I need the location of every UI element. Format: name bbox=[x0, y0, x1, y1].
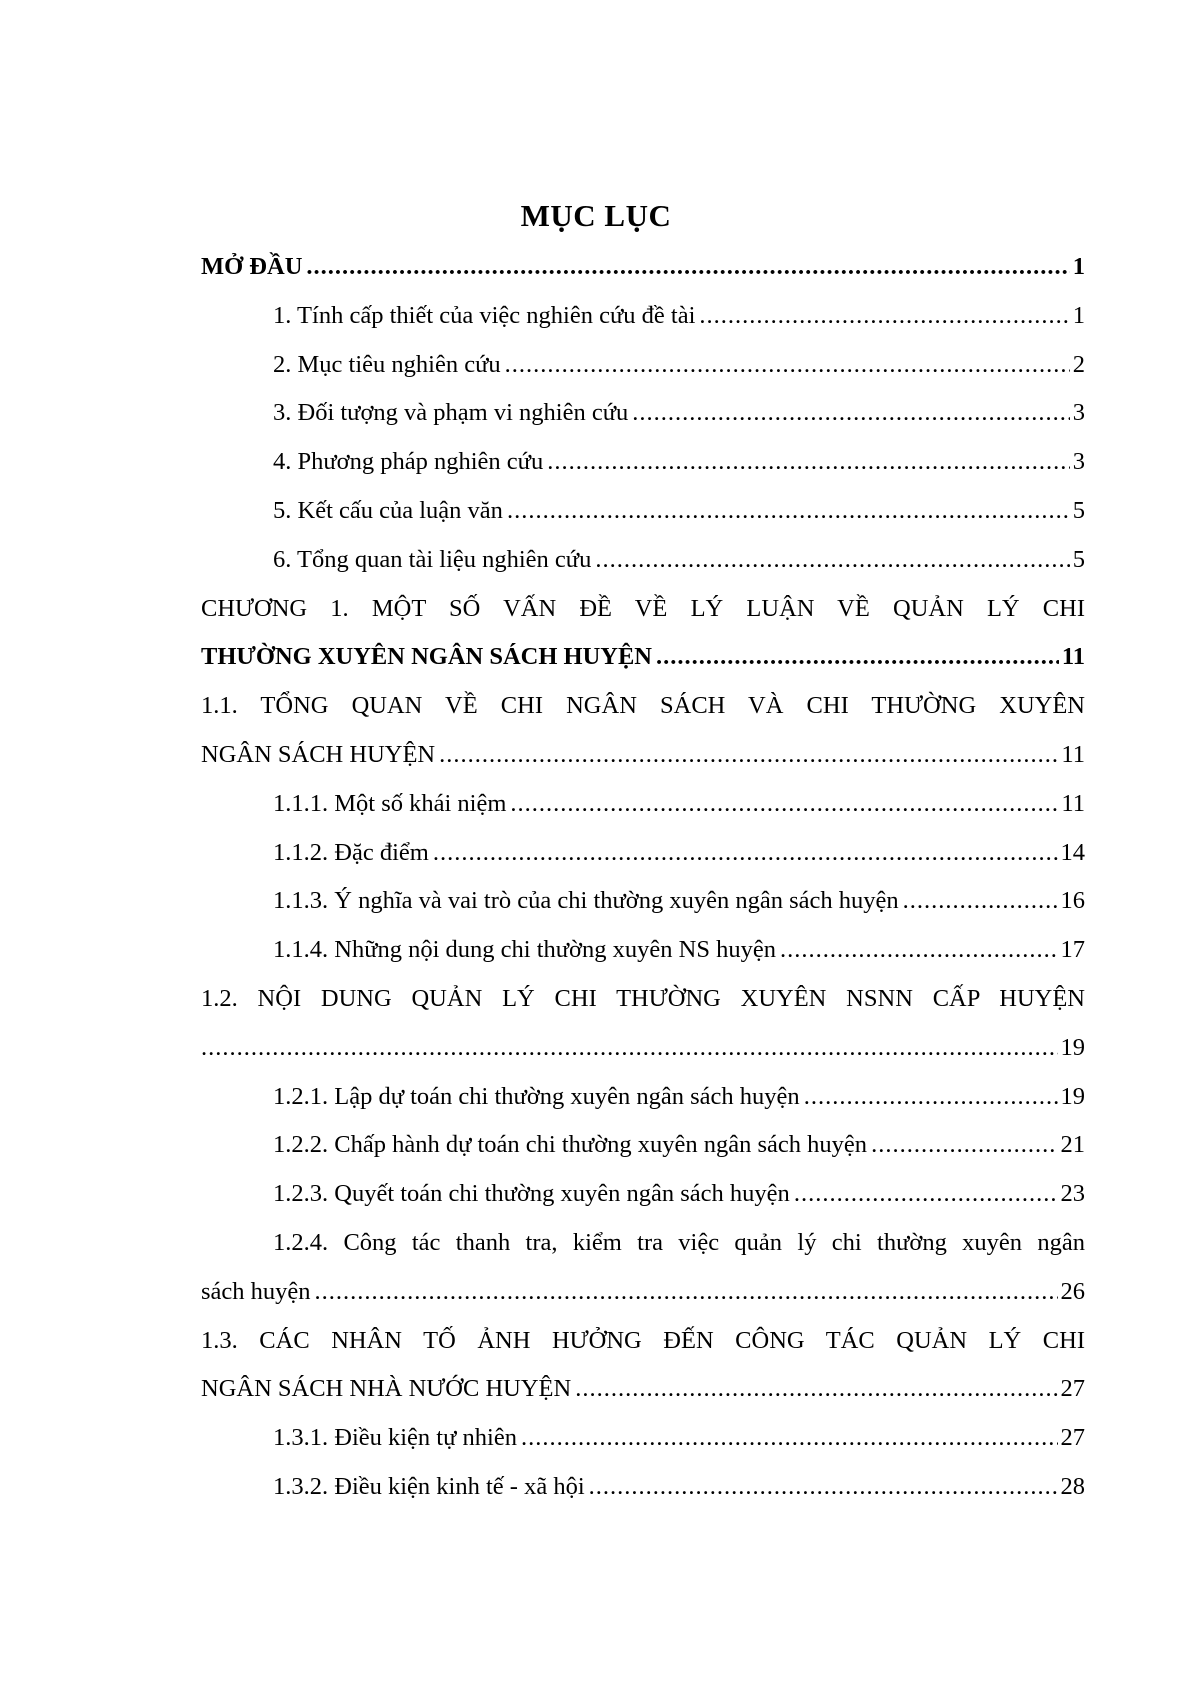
toc-page-number: 14 bbox=[1060, 838, 1085, 866]
toc-page-number: 1 bbox=[1072, 301, 1085, 329]
dot-leader bbox=[656, 642, 1059, 672]
toc-entry-mo-dau[interactable] bbox=[201, 252, 1085, 301]
toc-entry-1-2[interactable] bbox=[201, 984, 1085, 1082]
toc-entry-text: 1.1.3. Ý nghĩa và vai trò của chi thường xuyên ngân sách huyện bbox=[273, 887, 899, 915]
dot-leader bbox=[505, 350, 1070, 380]
toc-entry-1-1[interactable] bbox=[201, 691, 1085, 789]
toc-entry-text: 1. Tính cấp thiết của việc nghiên cứu đề tài bbox=[273, 301, 696, 329]
toc-entry-line-2: THƯỜNG XUYÊN NGÂN SÁCH HUYỆN bbox=[201, 643, 653, 671]
toc-entry-line-2: NGÂN SÁCH NHÀ NƯỚC HUYỆN bbox=[201, 1375, 572, 1403]
dot-leader bbox=[575, 1374, 1057, 1404]
toc-entry-line-2: NGÂN SÁCH HUYỆN bbox=[201, 740, 436, 768]
toc-page-number: 3 bbox=[1072, 399, 1085, 427]
toc-entry-line-1: 1.2.4. Công tác thanh tra, kiểm tra việc quản lý chi thường xuyên ngân bbox=[273, 1228, 1085, 1256]
dot-leader bbox=[201, 1033, 1058, 1063]
dot-leader bbox=[521, 1423, 1058, 1453]
toc-page-number: 19 bbox=[1060, 1033, 1085, 1061]
toc-page-number: 2 bbox=[1072, 350, 1085, 378]
table-of-contents bbox=[201, 252, 1085, 1521]
toc-entry-1-1-2[interactable] bbox=[201, 838, 1085, 887]
dot-leader bbox=[595, 545, 1069, 575]
toc-page-number: 11 bbox=[1061, 740, 1085, 768]
toc-entry-3[interactable] bbox=[201, 398, 1085, 447]
toc-page-number: 19 bbox=[1060, 1082, 1085, 1110]
toc-entry-line-1: CHƯƠNG 1. MỘT SỐ VẤN ĐỀ VỀ LÝ LUẬN VỀ QUẢN LÝ CHI bbox=[201, 594, 1085, 622]
toc-page-number: 3 bbox=[1072, 448, 1085, 476]
toc-entry-1-2-2[interactable] bbox=[201, 1130, 1085, 1179]
dot-leader bbox=[439, 740, 1058, 770]
toc-page-number: 28 bbox=[1060, 1472, 1085, 1500]
toc-entry-1-1-1[interactable] bbox=[201, 789, 1085, 838]
toc-entry-text: 1.2.1. Lập dự toán chi thường xuyên ngân sách huyện bbox=[273, 1082, 800, 1110]
dot-leader bbox=[433, 838, 1058, 868]
toc-page-number: 27 bbox=[1060, 1375, 1085, 1403]
dot-leader bbox=[699, 301, 1069, 331]
toc-page-number: 17 bbox=[1060, 936, 1085, 964]
dot-leader bbox=[589, 1472, 1058, 1502]
toc-entry-1-1-3[interactable] bbox=[201, 886, 1085, 935]
toc-entry-4[interactable] bbox=[201, 447, 1085, 496]
toc-entry-text: 5. Kết cấu của luận văn bbox=[273, 496, 503, 524]
dot-leader bbox=[632, 398, 1070, 428]
toc-entry-1-2-3[interactable] bbox=[201, 1179, 1085, 1228]
toc-entry-line-1: 1.2. NỘI DUNG QUẢN LÝ CHI THƯỜNG XUYÊN NSNN CẤP HUYỆN bbox=[201, 984, 1085, 1012]
dot-leader bbox=[547, 447, 1070, 477]
toc-entry-text: 6. Tổng quan tài liệu nghiên cứu bbox=[273, 545, 592, 573]
toc-entry-1-2-4[interactable] bbox=[201, 1228, 1085, 1326]
dot-leader bbox=[510, 789, 1058, 819]
toc-page-number: 21 bbox=[1060, 1131, 1085, 1159]
toc-entry-text: 1.3.2. Điều kiện kinh tế - xã hội bbox=[273, 1472, 585, 1500]
toc-entry-text: 1.1.1. Một số khái niệm bbox=[273, 789, 507, 817]
toc-page-number: 27 bbox=[1060, 1424, 1085, 1452]
toc-entry-line-2: sách huyện bbox=[201, 1277, 311, 1305]
toc-entry-text: MỞ ĐẦU bbox=[201, 253, 303, 280]
toc-entry-text: 3. Đối tượng và phạm vi nghiên cứu bbox=[273, 399, 629, 427]
toc-entry-chapter-1[interactable] bbox=[201, 594, 1085, 692]
toc-entry-text: 1.1.4. Những nội dung chi thường xuyên NS huyện bbox=[273, 936, 776, 964]
toc-entry-line-1: 1.1. TỔNG QUAN VỀ CHI NGÂN SÁCH VÀ CHI THƯỜNG XUYÊN bbox=[201, 692, 1085, 720]
toc-page-number: 5 bbox=[1072, 496, 1085, 524]
toc-entry-1-3-2[interactable] bbox=[201, 1472, 1085, 1521]
toc-entry-text: 2. Mục tiêu nghiên cứu bbox=[273, 350, 501, 378]
toc-entry-1-3[interactable] bbox=[201, 1326, 1085, 1424]
toc-page-number: 1 bbox=[1072, 253, 1085, 280]
dot-leader bbox=[903, 886, 1058, 916]
toc-entry-5[interactable] bbox=[201, 496, 1085, 545]
dot-leader bbox=[315, 1277, 1058, 1307]
dot-leader bbox=[507, 496, 1070, 526]
toc-entry-2[interactable] bbox=[201, 350, 1085, 399]
toc-entry-text: 1.1.2. Đặc điểm bbox=[273, 838, 429, 866]
toc-entry-text: 1.3.1. Điều kiện tự nhiên bbox=[273, 1424, 517, 1452]
toc-page-number: 16 bbox=[1060, 887, 1085, 915]
toc-page-number: 23 bbox=[1060, 1180, 1085, 1208]
dot-leader bbox=[804, 1082, 1058, 1112]
toc-entry-1-3-1[interactable] bbox=[201, 1423, 1085, 1472]
toc-entry-6[interactable] bbox=[201, 545, 1085, 594]
toc-entry-text: 1.2.2. Chấp hành dự toán chi thường xuyên ngân sách huyện bbox=[273, 1131, 868, 1159]
toc-entry-text: 1.2.3. Quyết toán chi thường xuyên ngân sách huyện bbox=[273, 1180, 790, 1208]
toc-page-number: 26 bbox=[1060, 1277, 1085, 1305]
dot-leader bbox=[794, 1179, 1058, 1209]
dot-leader bbox=[780, 935, 1058, 965]
dot-leader bbox=[306, 252, 1069, 282]
page-title: MỤC LỤC bbox=[520, 198, 672, 233]
toc-entry-1-2-1[interactable] bbox=[201, 1082, 1085, 1131]
toc-page-number: 11 bbox=[1061, 789, 1085, 817]
toc-entry-1-1-4[interactable] bbox=[201, 935, 1085, 984]
toc-page-number: 11 bbox=[1061, 643, 1085, 671]
toc-entry-line-1: 1.3. CÁC NHÂN TỐ ẢNH HƯỞNG ĐẾN CÔNG TÁC QUẢN LÝ CHI bbox=[201, 1326, 1085, 1354]
toc-page-number: 5 bbox=[1072, 545, 1085, 573]
toc-entry-1[interactable] bbox=[201, 301, 1085, 350]
dot-leader bbox=[871, 1130, 1057, 1160]
toc-entry-text: 4. Phương pháp nghiên cứu bbox=[273, 448, 544, 476]
